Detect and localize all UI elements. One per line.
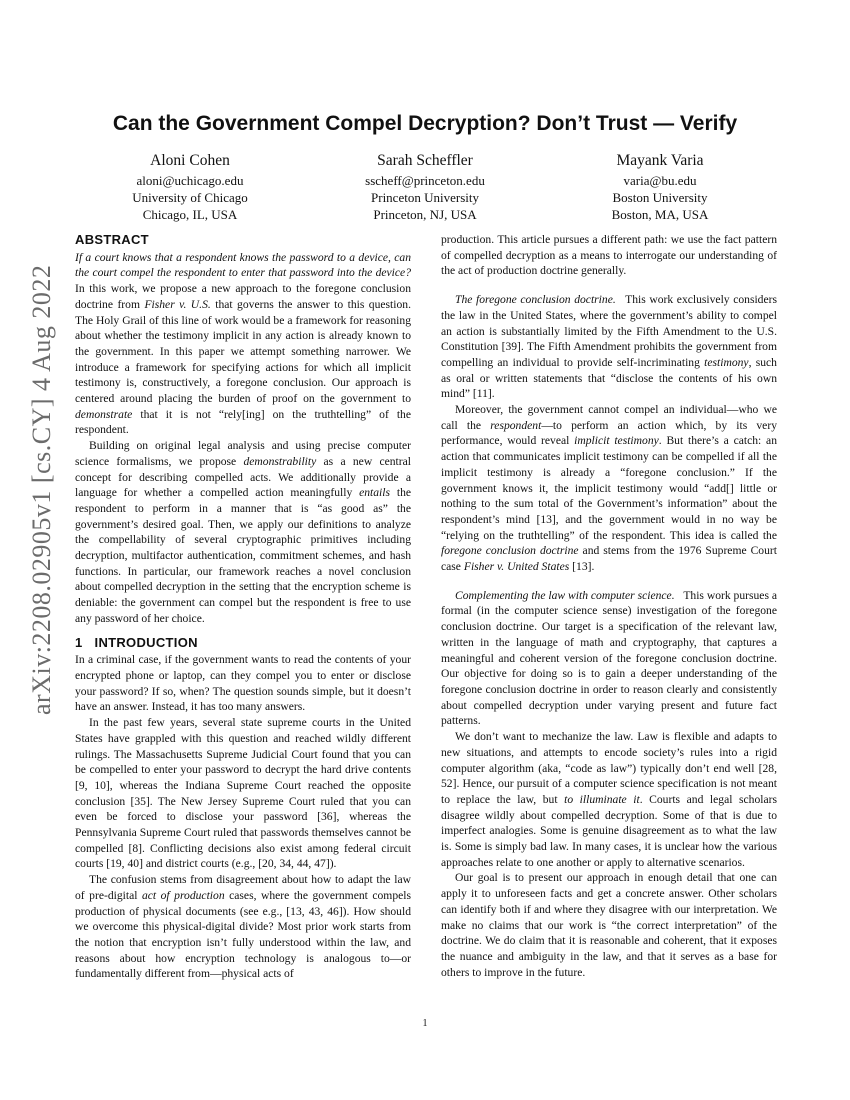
paper-title: Can the Government Compel Decryption? Don’t Trust — Verify [112,112,738,135]
author-name: Aloni Cohen [150,152,230,169]
arxiv-stamp [22,0,62,1100]
section-title: INTRODUCTION [94,634,198,650]
author-email: varia@bu.edu [623,173,697,188]
abstract-paragraph-1: If a court knows that a respondent knows the password to a device, can the court compel the respondent to enter that password into the device? In this work, we propose a new approach to the foregone conclusion doctrine from Fisher v. U.S. that governs the answer to this question. The Holy Grail of this line of work would be a framework for reasoning about whether the testimony implicit in any action is already known to the government. In this paper we attempt something narrower. We introduce a framework for specifying actions for which all implicit testimony is, constructively, a foregone conclusion. Our approach is centered around placing the burden of proof on the government to demonstrate that it is not “rely[ing] on the truthtelling” of the respondent. [75,250,411,437]
arxiv-id: arXiv:2208.02905v1 [cs.CY] 4 Aug 2022 [27,264,56,715]
right-column [441,232,777,980]
abstract-paragraph-2: Building on original legal analysis and using precise computer science formalisms, we propose demonstrability as a new central concept for describing compelled acts. We additionally provide a language for whether a compelled action meaningfully entails the respondent to perform in a manner that is “as good as” the government’s desired goal. Then, we apply our definitions to analyze the compellability of several cryptographic primitives including decryption, multifactor authentication, commitment schemes, and hash functions. In particular, our framework reaches a novel conclusion about compelled decryption in the setting that the encryption scheme is deniable: the government can compel but the respondent is free to use any password of her choice. [75,439,412,625]
author-email: aloni@uchicago.edu [136,173,244,188]
author-affiliation: University of Chicago [132,190,248,205]
complementing-paragraph-2: We don’t want to mechanize the law. Law is flexible and adapts to new situations, and attempts to encode society’s rules into a rigid computer algorithm (aka, “code as law”) typically don’t end well [28, 52]. Hence, our pursuit of a computer science specification is not meant to replace the law, but to illuminate it. Courts and legal scholars disagree wildly about compelled decryption. Some of that is due to imperfect analogies. Some is genuine disagreement as to what the law is. Some is simply bad law. In many cases, it is unclear how the various approaches relate to one another or apply to alternative scenarios. [441,730,777,869]
author-affiliation: Princeton University [371,190,479,205]
foregone-conclusion-paragraph-2: Moreover, the government cannot compel an individual—who we call the respondent—to perform an action which, by its very performance, would reveal implicit testimony. But there’s a catch: an action that communicates implicit testimony can be compelled if all the implicit testimony is already a “foregone conclusion.” If the government knows it, the implicit testimony would “add[] little or nothing to the sum total of the Government’s information” about the respondent’s mind [13], and the government would in no way be “relying on the truthtelling” of the respondent. This idea is called the foregone conclusion doctrine and stems from the 1976 Supreme Court case Fisher v. United States [13]. [441,403,777,574]
abstract-question: If a court knows that a respondent knows the password to a device, can the court compel the respondent to enter that password into the device? [75,250,411,280]
intro-paragraph-1: In a criminal case, if the government wants to read the contents of your encrypted phone or laptop, can they compel you to enter or disclose your password? If so, when? The question sounds simple, but it doesn’t have an answer. Instead, it has too many answers. [75,653,411,714]
case-name: Fisher v. U.S. [144,297,211,311]
foregone-conclusion-paragraph-1: The foregone conclusion doctrine. This work exclusively considers the law in the United States, where the government’s ability to compel an action is substantially limited by the Fifth Amendment to the U.S. Constitution [39]. The Fifth Amendment prohibits the government from compelling an individual to provide self-incriminating testimony, such as oral or written statements that “disclose the contents of his own mind” [11]. [441,293,777,401]
intro-heading [75,635,411,651]
page-number: 1 [422,1018,428,1029]
paragraph-heading: Complementing the law with computer science. [455,588,675,602]
author-affiliation: Boston University [612,190,708,205]
author-email: sscheff@princeton.edu [365,173,485,188]
paragraph-heading: The foregone conclusion doctrine. [455,293,616,307]
author-block [80,150,770,223]
author-3 [550,150,770,223]
author-1 [80,150,300,223]
intro-paragraph-3: The confusion stems from disagreement about how to adapt the law of pre-digital act of production cases, where the government compels production of physical documents (see e.g., [13, 43, 46]). How should we overcome this physical-digital divide? Most prior work starts from the notion that encryption isn’t fully understood within the law, and reasons about how encryption technology is analogous to—or fundamentally different from—physical acts of [75,873,412,981]
section-number: 1 [75,634,83,650]
author-name: Mayank Varia [616,152,704,169]
complementing-paragraph-1: Complementing the law with computer science. This work pursues a formal (in the computer science sense) investigation of the foregone conclusion doctrine. Our target is a specification of the relevant law, written in the language of math and cryptography, that captures a meaningful and coherent version of the foregone conclusion doctrine. Our objective for doing so is to gain a deeper understanding of the foregone conclusion doctrine in order to reason clearly and consistently about compelled decryption under varying present and future fact patterns. [441,588,778,728]
author-location: Chicago, IL, USA [142,207,238,222]
left-column [75,232,411,982]
intro-paragraph-2: In the past few years, several state supreme courts in the United States have grappled with this question and reached wildly different rulings. The Massachusetts Supreme Judicial Court found that you can be compelled to enter your password to decrypt the hard drive contents [9, 10], whereas the Indiana Supreme Court reached the opposite conclusion [35]. The New Jersey Supreme Court ruled that you can even be forced to disclose your password [36], whereas the Pennsylvania Supreme Court ruled that passwords themselves cannot be compelled [8]. Conflicting decisions also exist among federal circuit courts [19, 40] and district courts (e.g., [20, 34, 44, 47]). [75,716,411,871]
intro-paragraph-3-continued: production. This article pursues a different path: we use the fact pattern of compelled decryption as a means to interrogate our understanding of the act of production doctrine generally. [441,233,777,278]
author-2 [315,150,535,223]
abstract-heading: ABSTRACT [75,232,149,247]
author-location: Boston, MA, USA [611,207,709,222]
complementing-paragraph-3: Our goal is to present our approach in enough detail that one can apply it to unforeseen facts and get a concrete answer. Other scholars can identify both if and where they disagree with our interpretation. We make no claims that our work is “the correct interpretation” of the doctrine. We do claim that it is reasonable and coherent, that it exposes the nuance and ambiguity in the law, and that it serves as a base for others to improve in the future. [441,871,777,979]
author-location: Princeton, NJ, USA [373,207,477,222]
author-name: Sarah Scheffler [377,152,473,169]
